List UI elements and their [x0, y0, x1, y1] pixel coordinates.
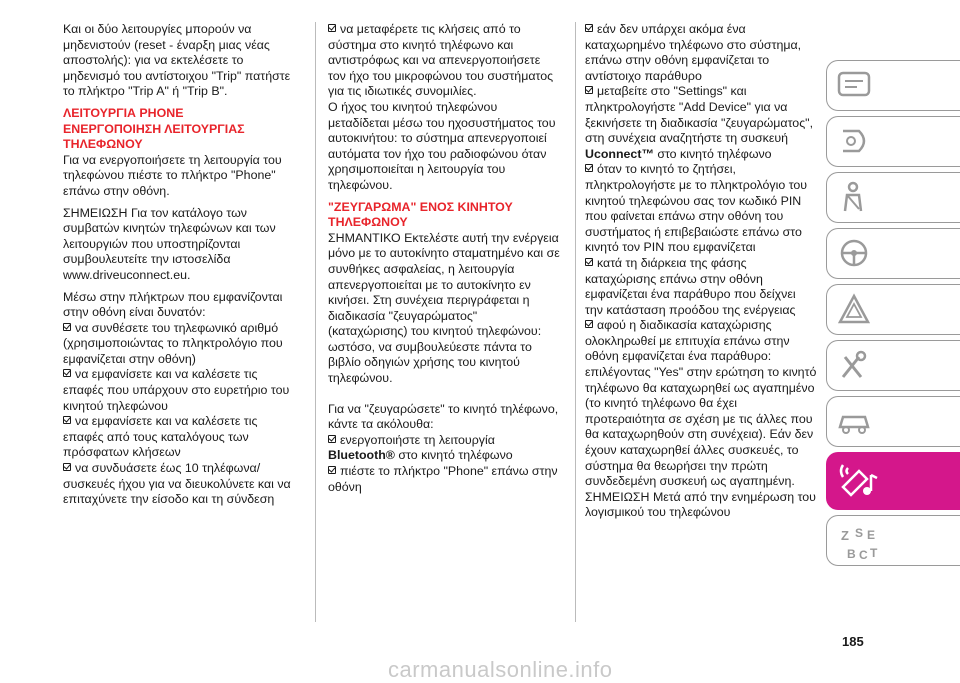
- section-heading: ΛΕΙΤΟΥΡΓΙΑ PHONE: [63, 105, 184, 120]
- tab-index[interactable]: [826, 515, 960, 566]
- important-paragraph: ΣΗΜΑΝΤΙΚΟ Εκτελέστε αυτή την ενέργεια μόνο με το αυτοκίνητο σταματημένο και σε συνθήκες ασφαλείας, η λειτουργία απενεργοποιείται με το αυτοκίνητο εν κινήσει. Στη συνέχεια περιγράφεται η διαδικασία "ζευγαρώματος" (καταχώρισης) του κινητού τηλεφώνου: ωστόσο, να συμβουλεύεστε πάντα το βιβλίο οδηγιών χρήσης του κινητού τηλεφώνου.: [328, 230, 560, 386]
- svg-text:S: S: [855, 526, 864, 540]
- column-1: [63, 22, 293, 508]
- note-paragraph: ΣΗΜΕΙΩΣΗ Μετά από την ενημέρωση του λογισμικού του τηλεφώνου: [585, 489, 816, 520]
- multimedia-icon: [837, 461, 881, 501]
- bullet-item: εάν δεν υπάρχει ακόμα ένα καταχωρημένο τηλέφωνο στο σύστημα, επάνω στην οθόνη εμφανίζεται το αντίστοιχο παράθυρο: [585, 22, 802, 83]
- check-bullet-icon: [63, 369, 71, 377]
- column-2: [328, 22, 560, 495]
- section-heading: "ΖΕΥΓΑΡΩΜΑ" ΕΝΟΣ ΚΙΝΗΤΟΥ ΤΗΛΕΦΩΝΟΥ: [328, 199, 513, 230]
- bullet-item: αφού η διαδικασία καταχώρισης ολοκληρωθεί με επιτυχία επάνω στην οθόνη εμφανίζεται ένα παράθυρο: επιλέγοντας "Yes" στην ερώτηση το κινητό τηλέφωνο θα καταχωρηθεί ως αγαπημένο (το κινητό τηλέφωνο θα έχει προτεραιότητα σε σχέση με τις άλλες που θα καταχωρηθούν στη συνέχεια). Εάν δεν έχουν καταχωρηθεί άλλες συσκευές, το σύστημα θα θεωρήσει την πρώτη συνδεδεμένη συσκευή ως αγαπημένη.: [585, 318, 817, 489]
- bullet-item: να μεταφέρετε τις κλήσεις από το σύστημα στο κινητό τηλέφωνο και αντιστρόφως και να απενεργοποιήσετε τον ήχο του μικροφώνου του συστήματος για τις ιδιωτικές συνομιλίες.: [328, 22, 554, 99]
- column-divider: [575, 22, 576, 622]
- paragraph: Για να ενεργοποιήσετε τη λειτουργία του τηλεφώνου πιέστε το πλήκτρο "Phone" επάνω στην οθόνη.: [63, 152, 282, 198]
- paragraph: Ο ήχος του κινητού τηλεφώνου μεταδίδεται μέσω του ηχοσυστήματος του αυτοκινήτου: το σύστημα απενεργοποιεί αυτόματα τον ήχο του ραδιοφώνου όταν χρησιμοποιείται η λειτουργία του τηλεφώνου.: [328, 99, 556, 192]
- check-bullet-icon: [585, 164, 593, 172]
- svg-text:B: B: [847, 547, 856, 561]
- bullet-item: όταν το κινητό το ζητήσει, πληκτρολογήστε με το πληκτρολόγιο του κινητού τηλεφώνου σας τον κωδικό PIN που φαίνεται επάνω στην οθόνη του συστήματος ή επιβεβαιώστε επάνω στο κινητό τον PIN που εμφανίζεται: [585, 162, 808, 255]
- check-bullet-icon: [585, 258, 593, 266]
- bullet-item: μεταβείτε στο "Settings" και πληκτρολογήστε "Add Device" για να ξεκινήσετε τη διαδικασία "ζευγαρώματος", στη συνέχεια αναζητήστε τη συσκευή Uconnect™ στο κινητό τηλέφωνο: [585, 84, 814, 161]
- check-bullet-icon: [585, 24, 593, 32]
- column-divider: [315, 22, 316, 622]
- bullet-item: να εμφανίσετε και να καλέσετε τις επαφές από τους καταλόγους των πρόσφατων κλήσεων: [63, 414, 258, 460]
- page-number: 185: [842, 634, 864, 649]
- watermark: carmanualsonline.info: [388, 657, 613, 682]
- index-icon: [837, 524, 881, 564]
- tools-icon: [837, 349, 877, 383]
- tab-safety[interactable]: [826, 172, 960, 223]
- paragraph: Για να "ζευγαρώσετε" το κινητό τηλέφωνο, κάντε τα ακόλουθα:: [328, 401, 559, 432]
- check-bullet-icon: [63, 416, 71, 424]
- tab-dashboard[interactable]: [826, 60, 960, 111]
- bullet-item: να εμφανίσετε και να καλέσετε τις επαφές που υπάρχουν στο ευρετήριο του κινητού τηλεφώνου: [63, 367, 290, 413]
- check-bullet-icon: [63, 323, 71, 331]
- svg-text:C: C: [859, 548, 868, 562]
- svg-text:Z: Z: [841, 528, 849, 543]
- bullet-item: πιέστε το πλήκτρο "Phone" επάνω στην οθόνη: [328, 464, 558, 494]
- bullet-item: κατά τη διάρκεια της φάσης καταχώρισης επάνω στην οθόνη εμφανίζεται ένα παράθυρο που δείχνει την κατάσταση προόδου της ενέργειας: [585, 255, 796, 317]
- tab-maintenance[interactable]: [826, 340, 960, 391]
- check-bullet-icon: [63, 463, 71, 471]
- tab-lights[interactable]: [826, 116, 960, 167]
- steering-wheel-icon: [837, 237, 877, 271]
- check-bullet-icon: [328, 435, 336, 443]
- paragraph: Και οι δύο λειτουργίες μπορούν να μηδενιστούν (reset - έναρξη μιας νέας αποστολής): για να εκτελέσετε το μηδενισμό του αντίστοιχου "Trip" πατήστε το πλήκτρο "Trip A" ή "Trip B".: [63, 22, 291, 99]
- seat-belt-icon: [837, 181, 877, 215]
- warning-triangle-icon: [837, 293, 877, 327]
- tab-emergency[interactable]: [826, 284, 960, 335]
- note-paragraph: ΣΗΜΕΙΩΣΗ Για τον κατάλογο των συμβατών κινητών τηλεφώνων και των λειτουργιών που υποστηρίζονται συμβουλευτείτε την ιστοσελίδα www.driveuconnect.eu.: [63, 205, 276, 282]
- tab-multimedia[interactable]: [826, 452, 960, 510]
- chapter-tabs: [826, 60, 960, 571]
- car-specs-icon: [837, 405, 877, 439]
- bullet-item: να συνθέσετε του τηλεφωνικό αριθμό (χρησιμοποιώντας το πληκτρολόγιο που εμφανίζεται στην οθόνη): [63, 320, 283, 366]
- column-3: [585, 22, 817, 521]
- svg-text:E: E: [867, 528, 876, 542]
- check-bullet-icon: [585, 320, 593, 328]
- tab-driving[interactable]: [826, 228, 960, 279]
- tab-technical-data[interactable]: [826, 396, 960, 447]
- check-bullet-icon: [328, 24, 336, 32]
- paragraph: Μέσω στην πλήκτρων που εμφανίζονται στην οθόνη είναι δυνατόν:: [63, 289, 283, 320]
- subsection-heading: ΕΝΕΡΓΟΠΟΙΗΣΗ ΛΕΙΤΟΥΡΓΙΑΣ ΤΗΛΕΦΩΝΟΥ: [63, 121, 245, 152]
- bullet-item: ενεργοποιήστε τη λειτουργία Bluetooth® στο κινητό τηλέφωνο: [328, 432, 513, 463]
- lights-icon: [837, 125, 877, 159]
- svg-text:T: T: [870, 546, 878, 560]
- car-dashboard-icon: [837, 69, 877, 103]
- bullet-item: να συνδυάσετε έως 10 τηλέφωνα/συσκευές ήχου για να διευκολύνετε και να επιταχύνετε την είσοδο και τη σύνδεση: [63, 461, 291, 507]
- check-bullet-icon: [585, 86, 593, 94]
- check-bullet-icon: [328, 466, 336, 474]
